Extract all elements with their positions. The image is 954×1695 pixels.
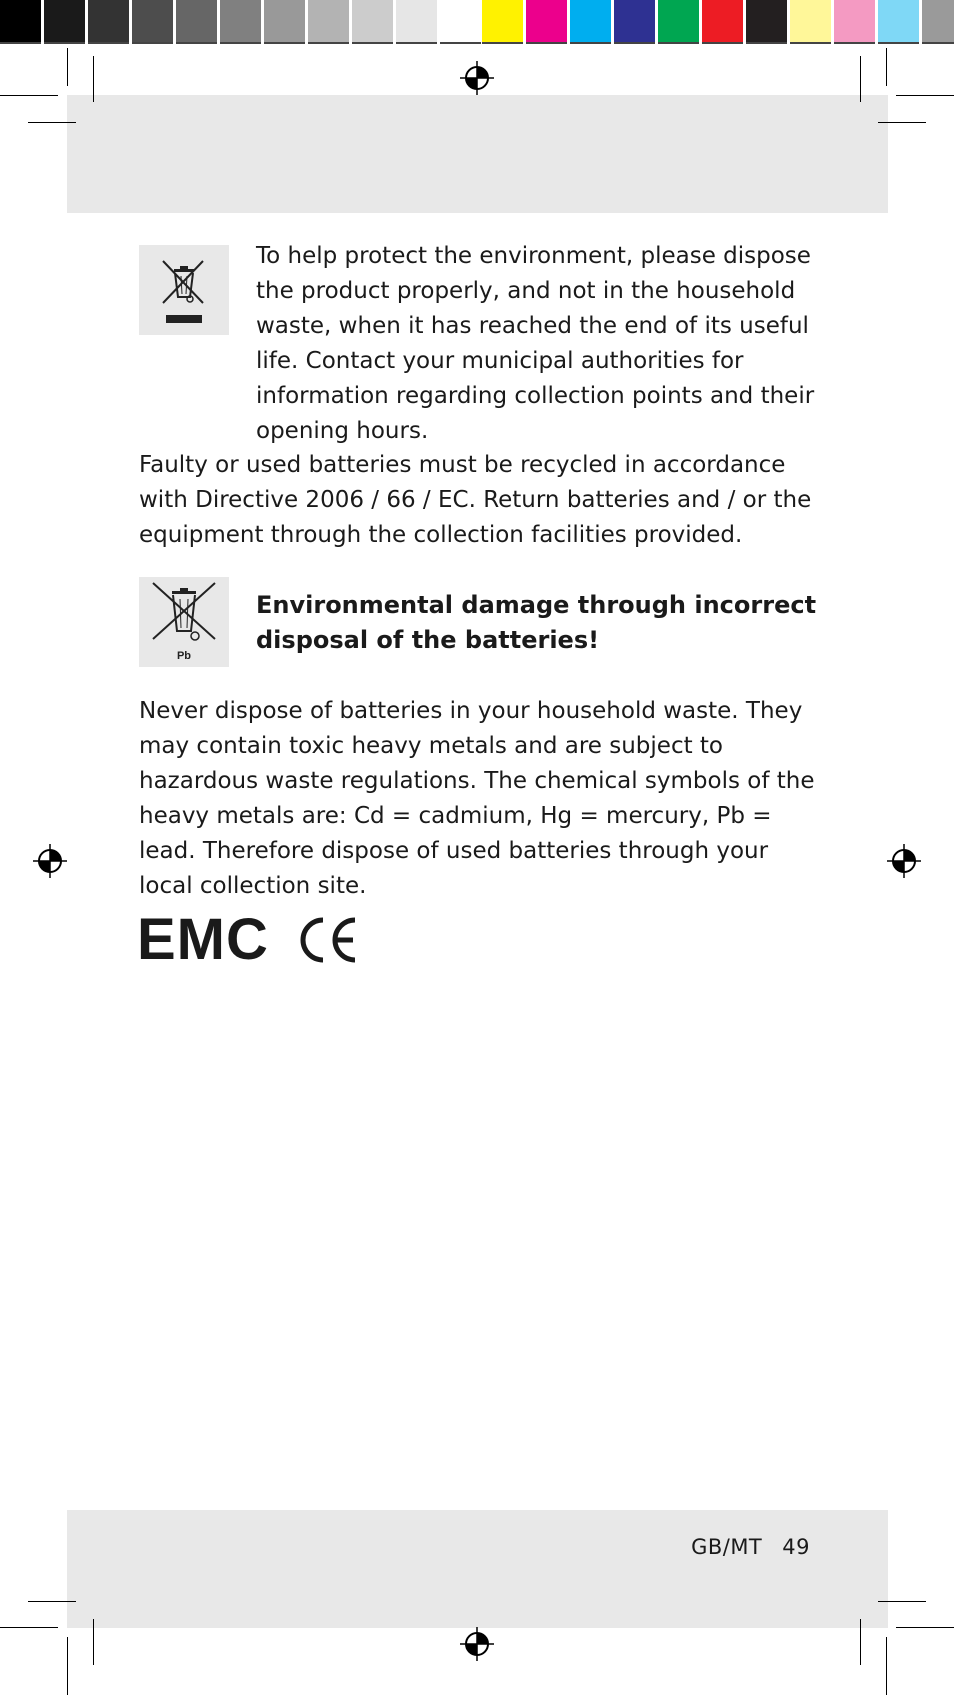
color-swatch <box>834 0 875 44</box>
registration-mark-right <box>886 843 922 879</box>
color-swatch <box>352 0 393 44</box>
pb-label: Pb <box>176 650 192 662</box>
page-number: 49 <box>782 1535 810 1559</box>
color-swatch <box>790 0 831 44</box>
color-swatch <box>878 0 919 44</box>
battery-bin-icon <box>139 577 229 667</box>
page-footer <box>680 1535 810 1559</box>
color-swatch <box>922 0 954 44</box>
battery-directive-paragraph: Faulty or used batteries must be recycled in accordance with Directive 2006 / 66 / EC. Return batteries and / or the equipment through the collection facilities provided. <box>139 452 812 548</box>
grayscale-color-bar <box>0 0 484 46</box>
color-swatch <box>220 0 261 44</box>
color-swatch <box>44 0 85 44</box>
color-swatch <box>614 0 655 44</box>
header-band <box>67 95 888 213</box>
color-swatch <box>526 0 567 44</box>
color-swatch <box>88 0 129 44</box>
color-swatch <box>0 0 41 44</box>
heavy-metals-paragraph: Never dispose of batteries in your household waste. They may contain toxic heavy metals and are subject to hazardous waste regulations. The chemical symbols of the heavy metals are: Cd = cadmium, Hg = mercury, Pb = lead. Therefore dispose of used batteries through your local collection site. <box>139 698 815 899</box>
color-swatch <box>132 0 173 44</box>
footer-band <box>67 1510 888 1628</box>
registration-mark-left <box>32 843 68 879</box>
conformity-marks <box>137 907 359 972</box>
color-swatch <box>440 0 481 44</box>
color-swatch <box>746 0 787 44</box>
color-swatch <box>482 0 523 44</box>
color-swatch <box>396 0 437 44</box>
color-swatch <box>570 0 611 44</box>
registration-mark-top <box>459 60 495 96</box>
warning-heading: Environmental damage through incorrect disposal of the batteries! <box>256 591 817 654</box>
crossed-bin-icon <box>139 245 229 335</box>
disposal-paragraph: To help protect the environment, please dispose the product properly, and not in the household waste, when it has reached the end of its useful life. Contact your municipal authorities for information regarding collection points and their opening hours. <box>256 243 815 444</box>
color-swatch <box>176 0 217 44</box>
color-swatch <box>264 0 305 44</box>
emc-logo: EMC <box>137 907 269 972</box>
registration-mark-bottom <box>459 1626 495 1662</box>
ce-mark-icon <box>295 916 359 964</box>
process-color-bar <box>482 0 954 46</box>
region-code: GB/MT <box>691 1535 763 1559</box>
color-swatch <box>658 0 699 44</box>
color-swatch <box>308 0 349 44</box>
color-swatch <box>702 0 743 44</box>
